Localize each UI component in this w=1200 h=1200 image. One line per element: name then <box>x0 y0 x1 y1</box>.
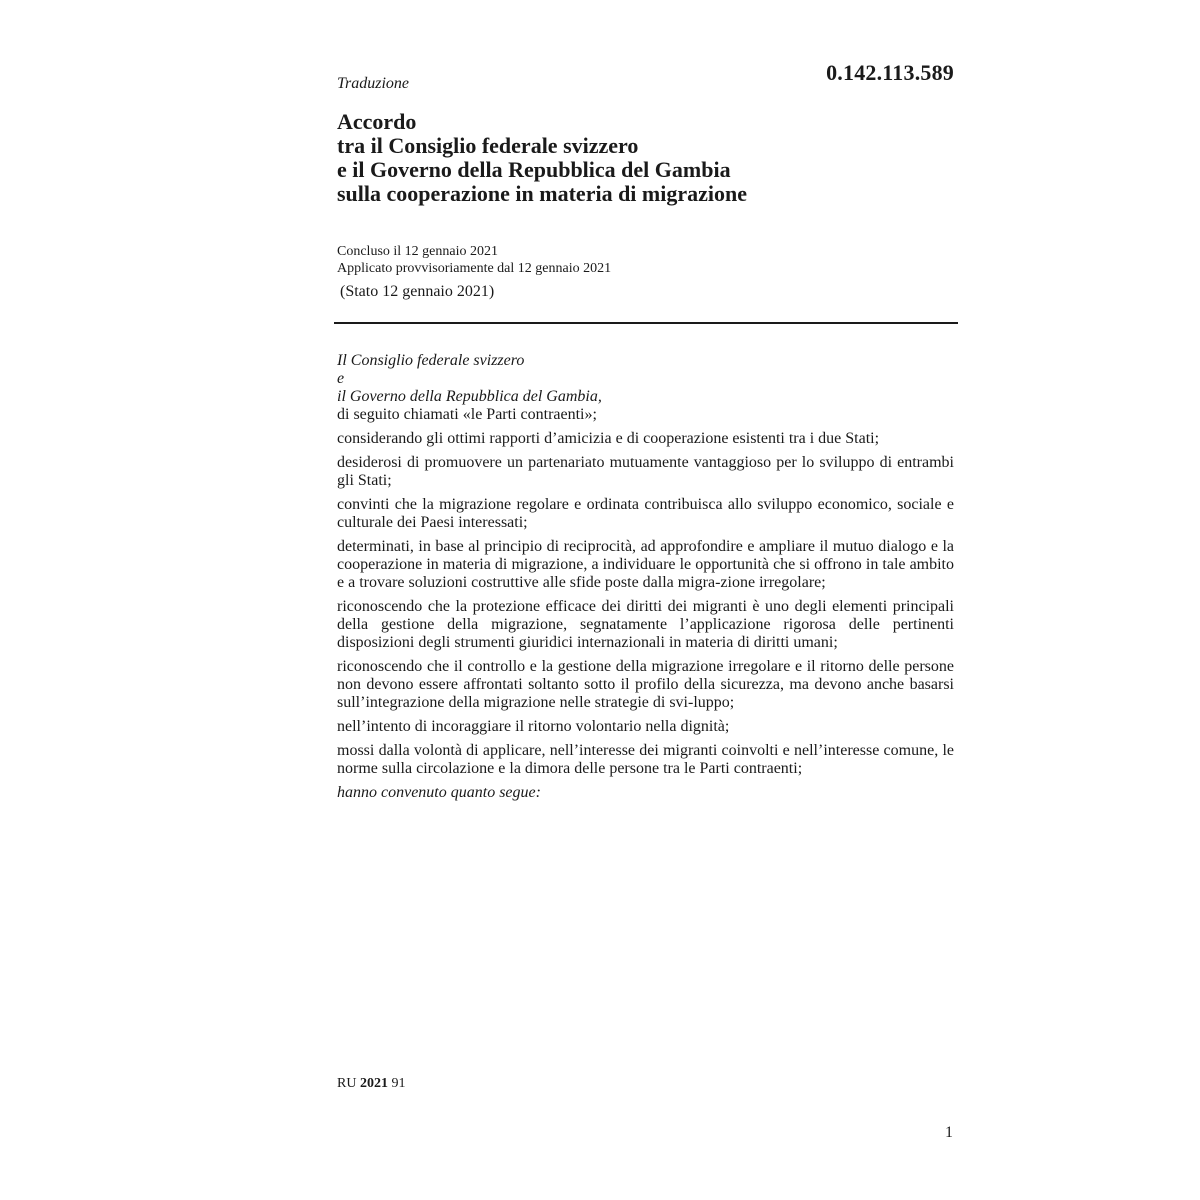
preamble-paragraph: riconoscendo che il controllo e la gestione della migrazione irregolare e il ritorno delle persone non devono essere affrontati soltanto sotto il profilo della sicurezza, ma devono anche basarsi sull’integrazione della migrazione nelle strategie di svi-luppo; <box>337 658 954 711</box>
translation-label: Traduzione <box>337 75 410 92</box>
ru-year: 2021 <box>359 1076 388 1091</box>
parties-designation: di seguito chiamati «le Parti contraenti»; <box>337 406 597 423</box>
header-divider <box>334 322 958 324</box>
title-line: sulla cooperazione in materia di migrazione <box>337 181 747 206</box>
title-line: tra il Consiglio federale svizzero <box>337 133 639 158</box>
party-switzerland: Il Consiglio federale svizzero <box>337 352 525 369</box>
document-title <box>337 110 747 206</box>
ru-prefix: RU <box>337 1076 357 1091</box>
page-number: 1 <box>945 1124 953 1141</box>
contracting-parties <box>337 352 954 424</box>
party-conjunction: e <box>337 370 345 387</box>
title-line: e il Governo della Repubblica del Gambia <box>337 157 731 182</box>
preamble-paragraph: mossi dalla volontà di applicare, nell’interesse dei migranti coinvolti e nell’interesse comune, le norme sulla circolazione e la dimora delle persone tra le Parti contraenti; <box>337 742 954 777</box>
preamble-closing: hanno convenuto quanto segue: <box>337 784 541 801</box>
party-gambia: il Governo della Repubblica del Gambia, <box>337 388 602 405</box>
preamble-paragraph: determinati, in base al principio di reciprocità, ad approfondire e ampliare il mutuo dialogo e la cooperazione in materia di migrazione, a individuare le opportunità che si offrono in tale ambito e a trovare soluzioni costruttive alle sfide poste dalla migra-zione irregolare; <box>337 538 954 591</box>
preamble-paragraph: convinti che la migrazione regolare e ordinata contribuisca allo sviluppo economico, sociale e culturale dei Paesi interessati; <box>337 496 954 531</box>
title-line: Accordo <box>337 109 417 134</box>
preamble-paragraph: riconoscendo che la protezione efficace dei diritti dei migranti è uno degli elementi principali della gestione della migrazione, segnatamente l’applicazione rigorosa delle pertinenti disposizioni degli strumenti giuridici internazionali in materia di diritti umani; <box>337 598 954 651</box>
provisional-application: Applicato provvisoriamente dal 12 gennaio 2021 <box>337 261 612 276</box>
preamble-paragraph: considerando gli ottimi rapporti d’amicizia e di cooperazione esistenti tra i due Stati; <box>337 430 880 447</box>
concluded-date: Concluso il 12 gennaio 2021 <box>337 244 498 259</box>
document-meta <box>337 243 611 277</box>
preamble <box>337 352 954 808</box>
ru-page: 91 <box>391 1076 406 1091</box>
status-date: (Stato 12 gennaio 2021) <box>340 283 495 300</box>
preamble-paragraph: desiderosi di promuovere un partenariato mutuamente vantaggioso per lo sviluppo di entrambi gli Stati; <box>337 454 954 489</box>
sr-number: 0.142.113.589 <box>826 60 954 85</box>
preamble-paragraph: nell’intento di incoraggiare il ritorno volontario nella dignità; <box>337 718 730 735</box>
official-compilation-ref <box>337 1076 405 1092</box>
